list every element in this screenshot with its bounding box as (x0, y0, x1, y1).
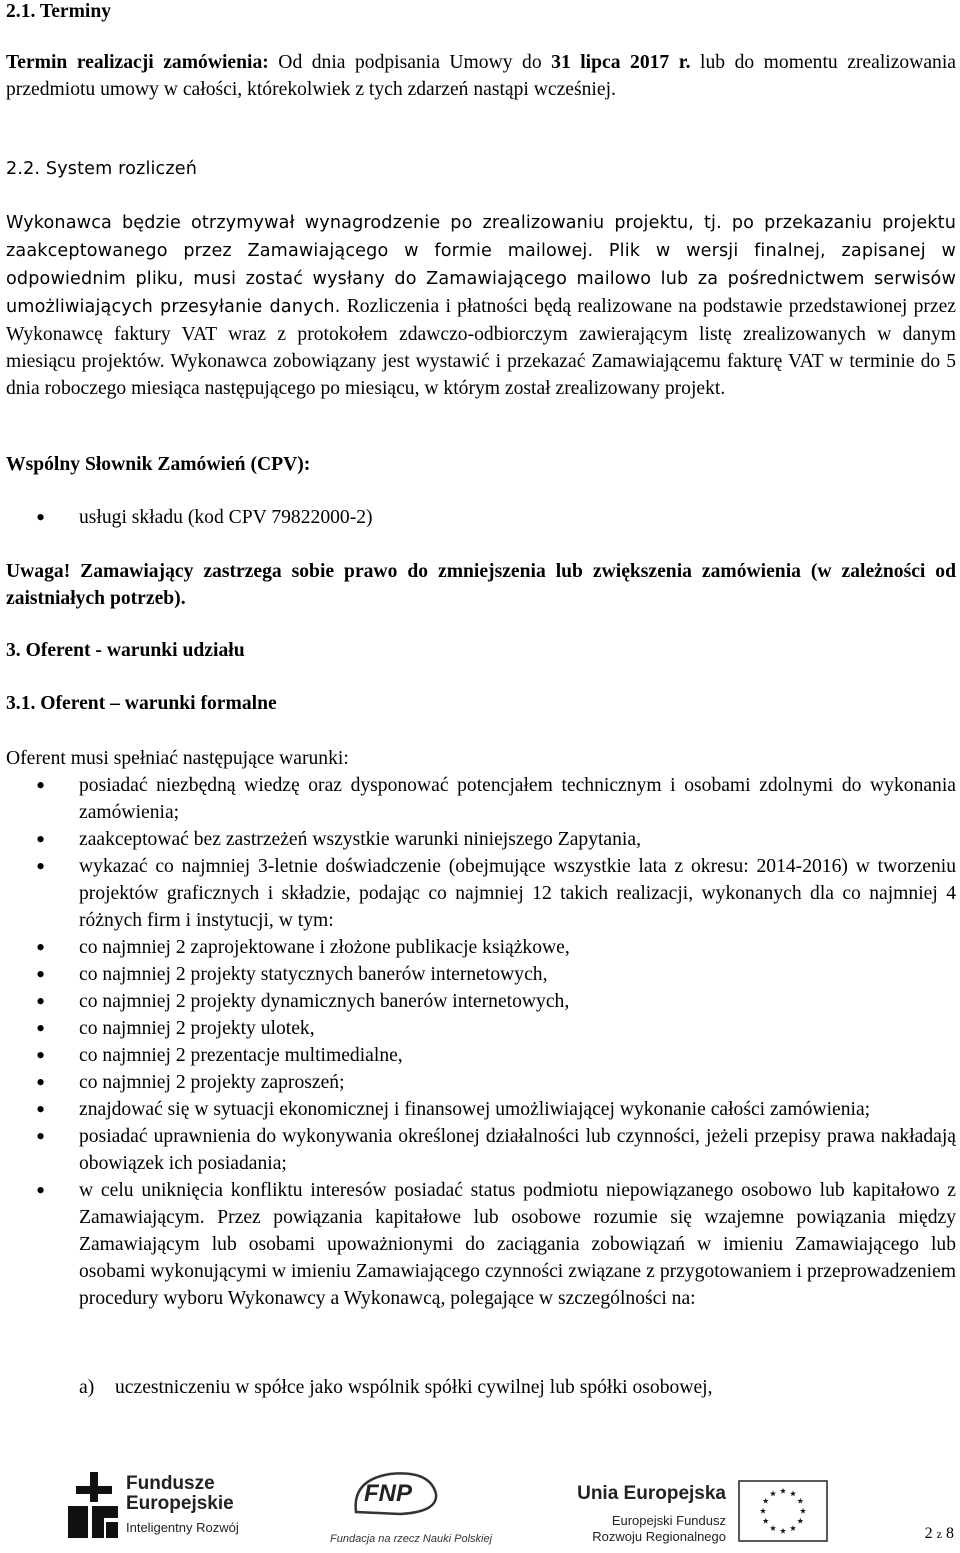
list-item: • co najmniej 2 projekty ulotek, (6, 1015, 956, 1042)
conditions-intro: Oferent musi spełniać następujące warunki: (6, 748, 349, 769)
section-heading-2-1: 2.1. Terminy (6, 1, 112, 22)
list-item: • w celu uniknięcia konfliktu interesów posiadać status podmiotu niepowiązanego osobowo lub kapitałowo z Zamawiającym. Przez powiązania kapitałowe lub osobowe rozumie się wzajemne powiązania między Zamawiającym lub osobami upoważnionymi do zaciągania zobowiązań w imieniu Zamawiającego lub osobami wykonującymi w imieniu Zamawiającego czynności związane z przygotowaniem i przeprowadzeniem procedury wyboru Wykonawcy a Wykonawcą, polegające w szczególności na: (6, 1177, 956, 1312)
eu-line2: Europejski Fundusz (611, 1513, 726, 1528)
list-item: • co najmniej 2 projekty zaproszeń; (6, 1069, 956, 1096)
fnp-caption: Fundacja na rzecz Nauki Polskiej (330, 1533, 493, 1545)
fe-star-icon (68, 1472, 120, 1538)
list-item: • posiadać niezbędną wiedzę oraz dysponować potencjałem technicznym i osobami zdolnymi do wykonania zamówienia; (6, 772, 956, 826)
sublist-label: a) (79, 1377, 95, 1398)
list-item: • usługi składu (kod CPV 79822000-2) (6, 504, 956, 531)
footer-logos (0, 1462, 960, 1549)
section-heading-3: 3. Oferent - warunki udziału (6, 640, 245, 661)
note-text: Zamawiający zastrzega sobie prawo do zmniejszenia lub zwiększenia zamówienia (w zależności od zaistniałych potrzeb). (6, 561, 956, 609)
list-item: • znajdować się w sytuacji ekonomicznej i finansowej umożliwiającej wykonanie całości zamówienia; (6, 1096, 956, 1123)
list-item: • co najmniej 2 prezentacje multimedialne, (6, 1042, 956, 1069)
fe-line1: Fundusze (126, 1473, 215, 1494)
settlement-text-serif: Rozliczenia i płatności będą realizowane na podstawie przedstawionej przez Wykonawcę faktury VAT wraz z protokołem zdawczo-odbiorczym zawierającym listę zrealizowanych w danym miesiącu projektów. Wykonawca zobowiązany jest wystawić i przekazać Zamawiającemu fakturę VAT w terminie do 5 dnia roboczego miesiąca następującego po miesiącu, w którym został zrealizowany projekt. (6, 296, 956, 399)
fe-line2: Europejskie (126, 1493, 234, 1514)
term-text-end: lub do momentu zrealizowania przedmiotu umowy w całości, którekolwiek z tych zdarzeń nastąpi wcześniej. (6, 52, 956, 100)
list-item: • co najmniej 2 zaprojektowane i złożone publikacje książkowe, (6, 934, 956, 961)
list-item: • wykazać co najmniej 3-letnie doświadczenie (obejmujące wszystkie lata z okresu: 2014-2016) w tworzeniu projektów graficznych i składzie, podając co najmniej 12 takich realizacji, wykonanych dla co najmniej 4 różnych firm i instytucji, w tym: (6, 853, 956, 934)
settlement-paragraph (6, 209, 956, 402)
eu-line3: Rozwoju Regionalnego (592, 1529, 726, 1544)
eu-flag-icon (738, 1480, 828, 1542)
eu-text-logo (566, 1480, 726, 1546)
fnp-text: FNP (364, 1480, 412, 1507)
page-number (925, 1520, 954, 1548)
page-sep: z (936, 1527, 942, 1541)
note-paragraph (6, 558, 956, 612)
fe-line3: Inteligentny Rozwój (126, 1520, 239, 1535)
note-label: Uwaga! (6, 561, 71, 582)
term-paragraph (6, 49, 956, 103)
term-date: 31 lipca 2017 r. (551, 52, 691, 73)
conditions-list (6, 772, 956, 1312)
list-item: • co najmniej 2 projekty dynamicznych banerów internetowych, (6, 988, 956, 1015)
term-label: Termin realizacji zamówienia: (6, 52, 269, 73)
term-text: Od dnia podpisania Umowy do (268, 52, 552, 73)
page-total: 8 (946, 1525, 954, 1542)
page-current: 2 (924, 1525, 933, 1542)
list-item: • zaakceptować bez zastrzeżeń wszystkie warunki niniejszego Zapytania, (6, 826, 956, 853)
sublist-text: uczestniczeniu w spółce jako wspólnik spółki cywilnej lub spółki osobowej, (115, 1377, 713, 1398)
eu-line1: Unia Europejska (577, 1483, 726, 1504)
list-item: • posiadać uprawnienia do wykonywania określonej działalności lub czynności, jeżeli przepisy prawa nakładają obowiązek ich posiadania; (6, 1123, 956, 1177)
section-heading-3-1: 3.1. Oferent – warunki formalne (6, 693, 277, 714)
fnp-logo (330, 1472, 530, 1544)
settlement-text-sans: Wykonawca będzie otrzymywał wynagrodzenie po zrealizowaniu projektu, tj. po przekazaniu projektu zaakceptowanego przez Zamawiającego w formie mailowej. Plik w wersji finalnej, zapisanej w odpowiednim pliku, musi zostać wysłany do Zamawiającego mailowo lub za pośrednictwem serwisów umożliwiających przesyłanie danych. (6, 213, 956, 317)
cpv-list (6, 504, 956, 531)
fundusze-europejskie-logo (68, 1472, 268, 1542)
list-item: • co najmniej 2 projekty statycznych banerów internetowych, (6, 961, 956, 988)
section-heading-2-2: 2.2. System rozliczeń (6, 159, 198, 179)
cpv-heading: Wspólny Słownik Zamówień (CPV): (6, 454, 311, 475)
